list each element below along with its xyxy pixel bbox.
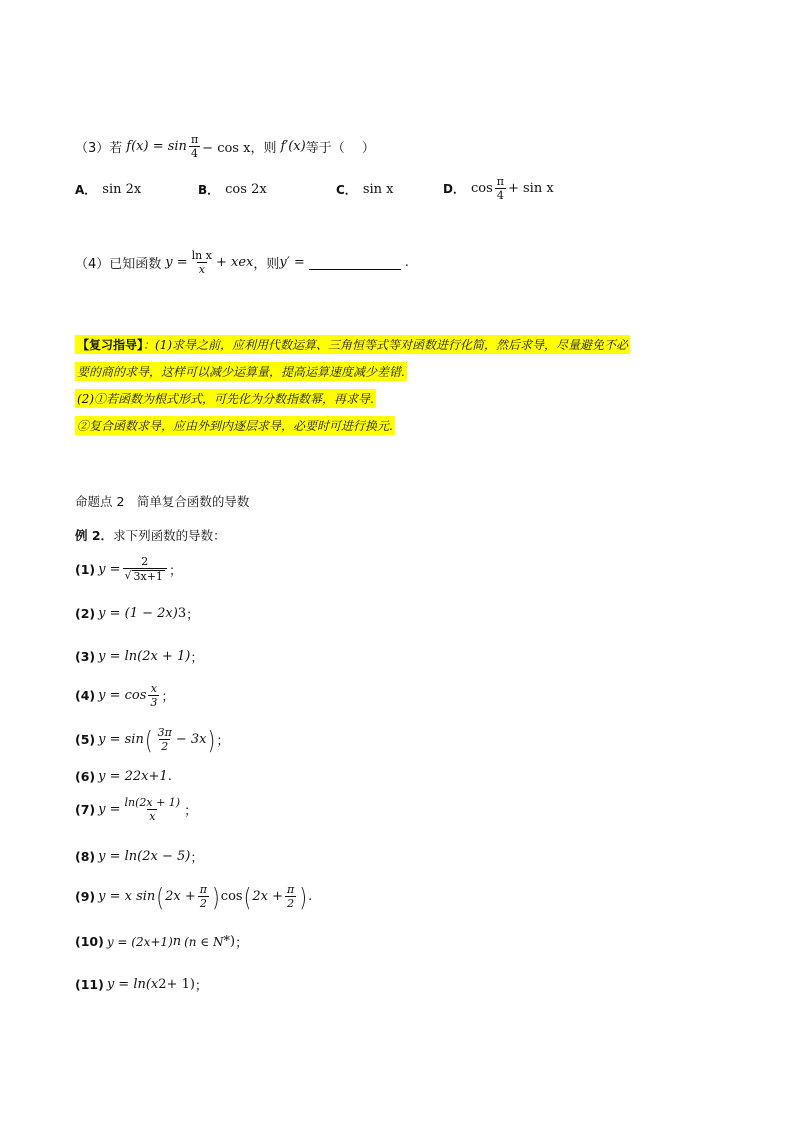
review-line-1 [75, 335, 630, 354]
answer-blank[interactable] [309, 255, 401, 270]
item-11-label: (11) [75, 977, 104, 992]
item-2-end: ； [186, 608, 200, 623]
item-6-expr: y = 2 [98, 769, 133, 784]
option-d [443, 176, 554, 201]
item-11 [75, 975, 208, 994]
option-c-expr: sin x [362, 182, 394, 197]
item-7 [75, 797, 197, 822]
item-4-label: (4) [75, 688, 96, 703]
right-paren-icon: ) [211, 881, 220, 912]
item-2 [75, 604, 199, 623]
item-11-rest: + 1) [166, 977, 195, 992]
item-1-y: y = [98, 561, 121, 577]
q3-label: （3）若 [75, 141, 123, 156]
option-b [198, 181, 267, 198]
q4-frac-den: x [198, 263, 205, 276]
question-3 [75, 134, 375, 159]
item-9-den-1: 2 [199, 897, 207, 910]
option-d-frac-num: π [496, 175, 504, 188]
item-4 [75, 683, 174, 708]
item-5-den: 2 [161, 740, 169, 753]
q3-frac-num: π [190, 133, 199, 146]
item-7-y: y = [98, 802, 121, 817]
item-3-expr: y = ln(2x + 1) [98, 649, 191, 664]
option-a-expr: sin 2x [102, 182, 142, 197]
example-label: 例 2． [75, 528, 114, 543]
left-paren-icon: ( [156, 881, 165, 912]
item-1-radicand: 3x+1 [133, 570, 163, 583]
item-3 [75, 647, 203, 666]
option-a-label: A． [75, 183, 97, 197]
option-d-expr-a: cos [470, 181, 493, 196]
item-7-end: ； [184, 804, 198, 819]
item-6-label: (6) [75, 769, 96, 784]
q4-label: （4）已知函数 [75, 257, 162, 272]
item-7-den: x [149, 810, 156, 823]
item-5-y: y = sin [98, 732, 144, 747]
option-c-label: C． [336, 183, 357, 197]
q4-frac-num: ln x [191, 249, 212, 262]
item-9-fraction-1 [198, 884, 209, 909]
example-heading [75, 526, 226, 544]
item-9 [75, 881, 313, 912]
q4-yprime: y′ = [279, 255, 305, 270]
item-6-end: . [167, 769, 172, 784]
item-2-label: (2) [75, 606, 96, 621]
item-10-rest-sup: * [223, 934, 231, 949]
review-line-4: ②复合函数求导，应由外到内逐层求导，必要时可进行换元. [75, 416, 395, 435]
item-9-b: 2x + [165, 889, 196, 904]
item-9-end: . [308, 889, 313, 904]
item-9-c: cos [220, 889, 243, 904]
q3-rest: − cos x，则 [202, 141, 277, 156]
q3-fprime: f′(x) [280, 139, 306, 154]
q4-y: y = [165, 255, 188, 270]
item-4-den: 3 [150, 696, 158, 709]
item-5-end: ； [216, 734, 230, 749]
option-d-fraction [495, 176, 506, 201]
left-paren-icon: ( [243, 881, 252, 912]
item-9-fraction-2 [285, 884, 296, 909]
q4-rest: + xe [215, 255, 247, 270]
item-1-fraction [123, 556, 167, 582]
item-4-num: x [150, 682, 158, 695]
section-title: 命题点 2 简单复合函数的导数 [75, 494, 250, 509]
item-1-end: ； [168, 563, 182, 579]
item-11-expr: y = ln(x [106, 977, 159, 992]
item-1-num: 2 [141, 555, 149, 568]
item-10-end: ； [235, 936, 249, 951]
option-d-expr-b: + sin x [507, 181, 554, 196]
item-10-expr: y = (2x+1) [106, 934, 173, 949]
review-line-3: (2)①若函数为根式形式，可先化为分数指数幂，再求导. [75, 389, 376, 408]
option-c [336, 181, 393, 198]
item-5-rest: − 3x [175, 732, 207, 747]
item-7-num: ln(2x + 1) [124, 796, 181, 809]
item-9-a: y = x sin [98, 889, 156, 904]
item-5 [75, 724, 230, 755]
item-9-den-2: 2 [287, 897, 295, 910]
sqrt-icon: √ 3x+1 [124, 569, 163, 583]
right-paren-icon: ) [299, 881, 308, 912]
item-8-label: (8) [75, 849, 96, 864]
item-6 [75, 769, 172, 784]
item-6-sup: 2x+1 [132, 769, 168, 784]
left-paren-icon: ( [144, 724, 153, 755]
q4-fraction [190, 250, 214, 275]
item-3-label: (3) [75, 649, 96, 664]
item-8-expr: y = ln(2x − 5) [98, 849, 191, 864]
review-line-1-text: ：(1)求导之前，应利用代数运算、三角恒等式等对函数进行化简，然后求导，尽量避免不必 [143, 338, 629, 352]
example-text: 求下列函数的导数： [113, 528, 226, 543]
option-d-label: D． [443, 182, 465, 196]
item-8 [75, 847, 203, 866]
q3-tail: 等于（ ） [305, 141, 375, 156]
item-5-fraction [156, 727, 174, 752]
right-paren-icon: ) [207, 724, 216, 755]
item-10-label: (10) [75, 934, 104, 949]
q3-frac-den: 4 [191, 147, 199, 160]
item-5-num: 3π [157, 726, 172, 739]
review-title: 【复习指导】 [77, 338, 144, 352]
option-b-label: B． [198, 183, 220, 197]
item-2-sup: 3 [177, 606, 187, 621]
item-3-end: ； [190, 651, 204, 666]
option-b-expr: cos 2x [225, 182, 267, 197]
item-9-num-2: π [287, 883, 295, 896]
item-10-rest-end: ) [230, 934, 236, 949]
q4-tail: ，则 [253, 257, 280, 272]
item-7-fraction [123, 797, 183, 822]
item-11-sup: 2 [158, 977, 167, 992]
item-9-label: (9) [75, 889, 96, 904]
item-10-rest: (n ∈ N [184, 934, 224, 949]
review-line-2: 要的商的求导，这样可以减少运算量，提高运算速度减少差错. [75, 362, 407, 381]
item-1-den [123, 568, 167, 582]
item-1 [75, 556, 182, 582]
item-10-sup: n [172, 934, 182, 949]
item-4-end: ； [161, 690, 175, 705]
item-7-label: (7) [75, 802, 96, 817]
item-11-end: ； [194, 979, 208, 994]
item-4-y: y = cos [98, 688, 147, 703]
option-a [75, 181, 141, 198]
q4-rest-sup: x [246, 255, 254, 270]
item-2-expr: y = (1 − 2x) [98, 606, 178, 621]
q3-fx: f(x) = sin [126, 139, 187, 154]
item-4-fraction [148, 683, 159, 708]
q3-fraction [189, 134, 200, 159]
option-d-frac-den: 4 [496, 189, 504, 202]
item-1-label: (1) [75, 561, 96, 577]
item-9-d: 2x + [252, 889, 284, 904]
item-9-num-1: π [199, 883, 207, 896]
q4-end: . [404, 255, 409, 270]
item-5-label: (5) [75, 732, 96, 747]
item-10 [75, 932, 248, 951]
question-4 [75, 250, 409, 275]
item-8-end: ； [190, 851, 204, 866]
